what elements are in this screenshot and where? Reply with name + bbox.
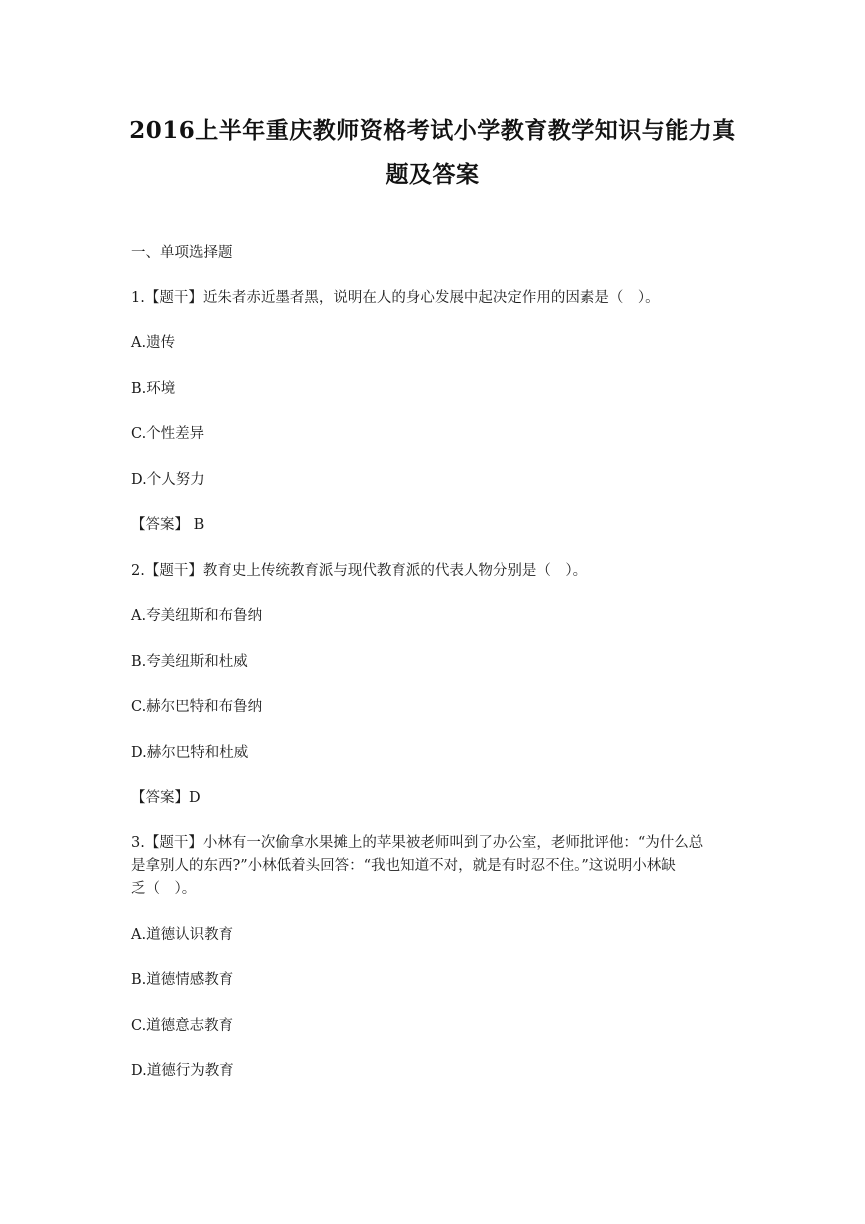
question-2-option-c: C.赫尔巴特和布鲁纳 <box>131 699 263 715</box>
question-2-option-d: D.赫尔巴特和杜威 <box>131 745 249 761</box>
question-1-option-c: C.个性差异 <box>131 426 205 442</box>
document-title-line-1: 2016上半年重庆教师资格考试小学教育教学知识与能力真 <box>129 117 736 144</box>
document-title-line-2: 题及答案 <box>385 161 480 188</box>
question-1-stem: 1.【题干】近朱者赤近墨者黑，说明在人的身心发展中起决定作用的因素是（ ）。 <box>131 290 660 306</box>
question-3-stem-line-1: 3.【题干】小林有一次偷拿水果摊上的苹果被老师叫到了办公室，老师批评他：“为什么总 <box>131 835 704 851</box>
question-3-option-a: A.道德认识教育 <box>131 927 234 943</box>
question-2-option-b: B.夸美纽斯和杜威 <box>131 654 248 670</box>
question-3-stem-line-2: 是拿别人的东西?”小林低着头回答：“我也知道不对，就是有时忍不住。”这说明小林缺 <box>131 858 676 874</box>
question-3-option-b: B.道德情感教育 <box>131 972 234 988</box>
question-2-stem: 2.【题干】教育史上传统教育派与现代教育派的代表人物分别是（ ）。 <box>131 563 588 579</box>
question-2-answer: 【答案】D <box>131 790 201 806</box>
question-3-option-d: D.道德行为教育 <box>131 1063 234 1079</box>
question-1-option-a: A.遗传 <box>131 335 176 351</box>
question-1-option-d: D.个人努力 <box>131 472 205 488</box>
section-heading: 一、单项选择题 <box>131 245 233 261</box>
question-1-option-b: B.环境 <box>131 381 176 397</box>
question-3-option-c: C.道德意志教育 <box>131 1018 234 1034</box>
question-2-option-a: A.夸美纽斯和布鲁纳 <box>131 608 263 624</box>
question-3-stem-line-3: 乏（ ）。 <box>131 881 197 897</box>
question-1-answer: 【答案】 B <box>131 517 205 533</box>
